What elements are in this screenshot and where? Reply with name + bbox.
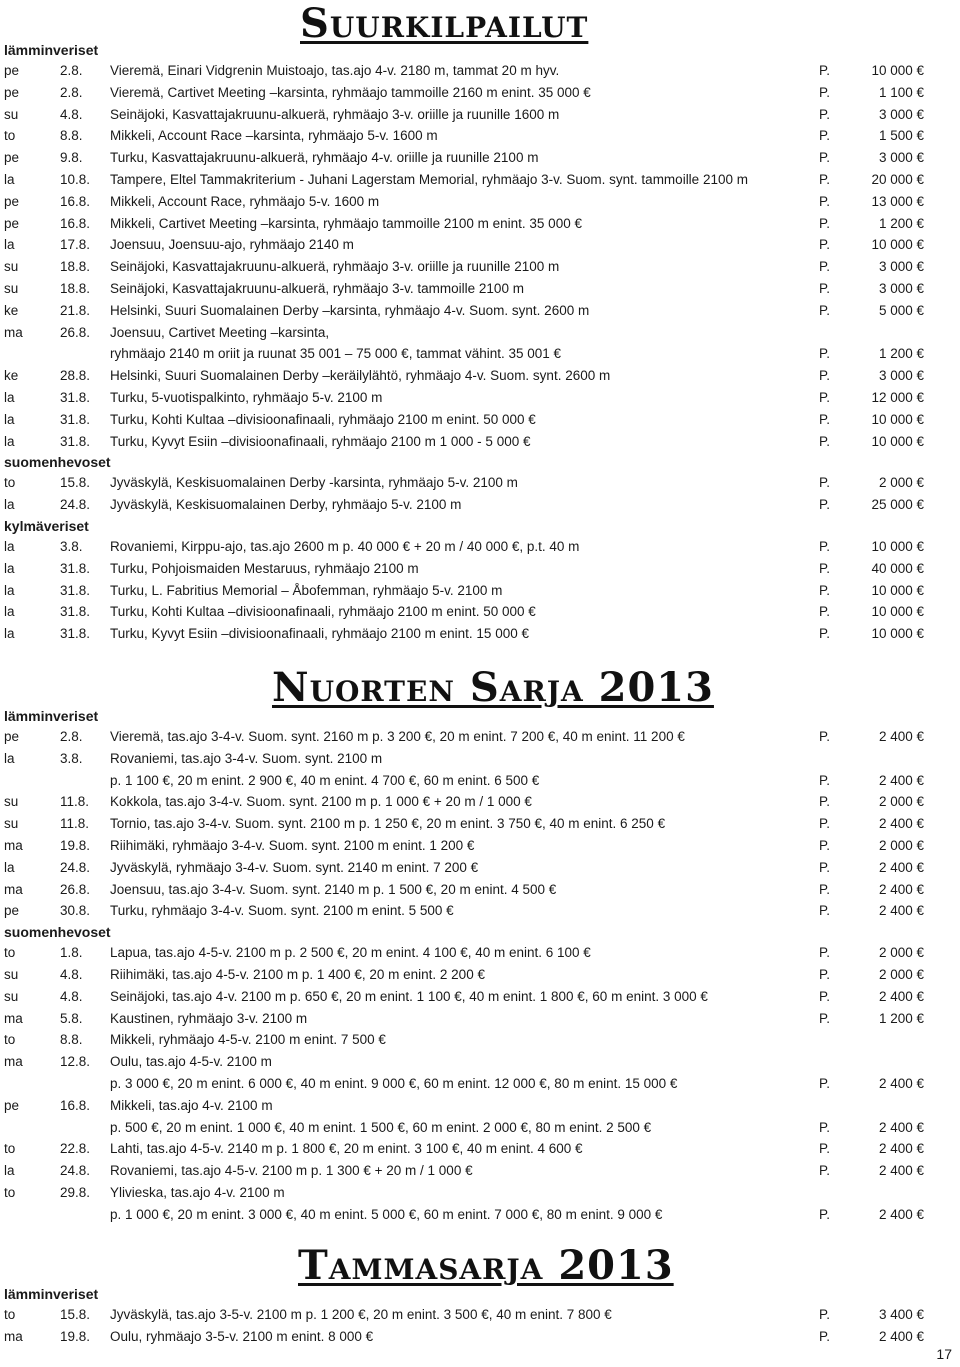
race-date: 31.8. [60,604,91,620]
race-row [4,300,924,322]
race-description: Lahti, tas.ajo 4-5-v. 2140 m p. 1 800 €, 20 m enint. 3 100 €, 40 m enint. 4 600 € [110,1141,583,1157]
race-day: ke [4,368,19,384]
prize-amount: 2 000 € [878,837,924,853]
prize-label: P. [819,859,831,875]
race-date: 15.8. [60,475,91,491]
race-description: Vieremä, Einari Vidgrenin Muistoajo, tas.ajo 4-v. 2180 m, tammat 20 m hyv. [110,63,560,78]
prize-amount: 10 000 € [871,582,924,598]
prize-label: P. [819,626,831,642]
prize-amount: 10 000 € [871,626,924,642]
race-row [4,60,924,82]
race-description: Turku, Pohjoismaiden Mestaruus, ryhmäajo 2100 m [110,560,419,576]
race-row [4,494,924,516]
race-row [4,964,924,986]
race-day: la [4,1163,15,1179]
race-description: Tornio, tas.ajo 3-4-v. Suom. synt. 2100 m p. 1 250 €, 20 m enint. 3 750 €, 40 m enint. 6 250 € [110,816,666,832]
race-row [4,879,924,901]
section-nuorten-sarja [4,706,924,1226]
race-day: la [4,560,15,576]
race-description: Rovaniemi, tas.ajo 4-5-v. 2100 m p. 1 300 € + 20 m / 1 000 € [110,1163,473,1179]
race-row [4,104,924,126]
prize-amount: 2 400 € [878,988,924,1004]
race-row [4,770,924,792]
prize-amount: 2 400 € [878,729,924,744]
prize-label: P. [819,582,831,598]
prize-label: P. [819,106,831,122]
race-row [4,1138,924,1160]
race-day: la [4,433,15,449]
race-date: 24.8. [60,497,91,513]
race-description: ryhmäajo 2140 m oriit ja ruunat 35 001 – 75 000 €, tammat vähint. 35 001 € [110,346,562,362]
race-day: su [4,816,19,832]
race-description: Oulu, ryhmäajo 3-5-v. 2100 m enint. 8 000 € [110,1328,374,1344]
category-label: suomenhevoset [4,924,111,941]
race-day: to [4,475,16,491]
prize-amount: 1 100 € [878,84,924,100]
race-row [4,1160,924,1182]
prize-amount: 10 000 € [871,63,924,78]
prize-label: P. [819,259,831,275]
race-date: 31.8. [60,582,91,598]
race-description: Seinäjoki, Kasvattajakruunu-alkuerä, ryhmäajo 3-v. tammoille 2100 m [110,280,524,296]
race-date: 10.8. [60,171,91,187]
prize-label: P. [819,497,831,513]
race-date: 4.8. [60,988,83,1004]
race-row [4,343,924,365]
race-date: 11.8. [60,794,90,810]
race-row [4,365,924,387]
race-day: pe [4,193,20,209]
section-suurkilpailut [4,40,924,645]
race-row [4,558,924,580]
category-label: lämminveriset [4,1286,99,1302]
race-description: Jyväskylä, ryhmäajo 3-4-v. Suom. synt. 2140 m enint. 7 200 € [110,859,479,875]
race-date: 31.8. [60,626,91,642]
race-row [4,1073,924,1095]
race-description: Jyväskylä, tas.ajo 3-5-v. 2100 m p. 1 200 €, 20 m enint. 3 500 €, 40 m enint. 7 800 € [110,1307,612,1322]
category-label: suomenhevoset [4,454,111,471]
race-day: su [4,966,19,982]
race-date: 16.8. [60,193,91,209]
race-date: 15.8. [60,1307,91,1322]
prize-label: P. [819,368,831,384]
race-description: Lapua, tas.ajo 4-5-v. 2100 m p. 2 500 €, 20 m enint. 4 100 €, 40 m enint. 6 100 € [110,945,591,961]
prize-label: P. [819,171,831,187]
race-description: Helsinki, Suuri Suomalainen Derby –keräilylähtö, ryhmäajo 4-v. Suom. synt. 2600 m [110,368,611,384]
race-row [4,191,924,213]
race-date: 31.8. [60,560,91,576]
race-day: la [4,237,15,253]
prize-label: P. [819,1307,831,1322]
page-number: 17 [936,1346,952,1362]
prize-label: P. [819,63,831,78]
race-row [4,322,924,344]
prize-label: P. [819,945,831,961]
race-date: 29.8. [60,1184,91,1200]
prize-amount: 3 000 € [878,259,924,275]
category-label: kylmäveriset [4,517,89,534]
race-day: pe [4,1097,20,1113]
race-day: pe [4,215,20,231]
prize-label: P. [819,1075,831,1091]
race-description: Jyväskylä, Keskisuomalainen Derby, ryhmäajo 5-v. 2100 m [110,497,462,513]
race-day: su [4,259,19,275]
race-day: to [4,1307,16,1322]
race-row [4,256,924,278]
race-row [4,601,924,623]
prize-amount: 5 000 € [878,302,924,318]
race-day: pe [4,729,20,744]
race-description: Seinäjoki, Kasvattajakruunu-alkuerä, ryhmäajo 3-v. oriille ja ruunille 1600 m [110,106,560,122]
prize-label: P. [819,881,831,897]
race-row [4,986,924,1008]
race-row [4,1008,924,1030]
race-description: Turku, 5-vuotispalkinto, ryhmäajo 5-v. 2100 m [110,389,383,405]
race-date: 31.8. [60,389,91,405]
prize-amount: 2 400 € [878,859,924,875]
race-description: Mikkeli, Account Race, ryhmäajo 5-v. 1600 m [110,193,380,209]
race-date: 8.8. [60,128,83,144]
race-date: 31.8. [60,411,91,427]
prize-label: P. [819,538,831,554]
race-date: 2.8. [60,84,83,100]
race-day: ke [4,302,19,318]
race-row [4,791,924,813]
race-description: Mikkeli, Cartivet Meeting –karsinta, ryhmäajo tammoille 2100 m enint. 35 000 € [110,215,582,231]
prize-amount: 2 400 € [878,1163,924,1179]
race-description: Joensuu, Cartivet Meeting –karsinta, [110,324,330,340]
race-day: la [4,171,15,187]
race-day: to [4,128,16,144]
race-description: Joensuu, Joensuu-ajo, ryhmäajo 2140 m [110,237,354,253]
race-day: to [4,945,16,961]
race-date: 19.8. [60,837,91,853]
race-date: 11.8. [60,816,90,832]
race-date: 30.8. [60,903,91,919]
section-title-nuorten-sarja: Nuorten Sarja 2013 [272,664,714,711]
prize-amount: 25 000 € [871,497,924,513]
race-day: to [4,1141,16,1157]
race-row [4,234,924,256]
race-row [4,1117,924,1139]
race-day: ma [4,324,23,340]
prize-label: P. [819,604,831,620]
prize-label: P. [819,794,831,810]
race-day: to [4,1184,16,1200]
prize-amount: 2 400 € [878,1119,924,1135]
race-date: 28.8. [60,368,91,384]
race-row [4,1304,924,1326]
race-day: la [4,538,15,554]
race-row [4,125,924,147]
prize-label: P. [819,150,831,166]
prize-amount: 2 400 € [878,1075,924,1091]
prize-label: P. [819,475,831,491]
prize-label: P. [819,389,831,405]
race-description: Turku, L. Fabritius Memorial – Åbofemman, ryhmäajo 5-v. 2100 m [110,582,503,598]
race-row [4,82,924,104]
prize-amount: 3 000 € [878,150,924,166]
race-description: Turku, Kohti Kultaa –divisioonafinaali, ryhmäajo 2100 m enint. 50 000 € [110,604,536,620]
prize-label: P. [819,215,831,231]
race-description: Kaustinen, ryhmäajo 3-v. 2100 m [110,1010,308,1026]
category-label: lämminveriset [4,708,99,724]
race-row [4,813,924,835]
race-day: ma [4,1010,23,1026]
race-day: su [4,280,19,296]
race-day: su [4,988,19,1004]
prize-label: P. [819,988,831,1004]
race-day: la [4,411,15,427]
race-description: Jyväskylä, Keskisuomalainen Derby -karsinta, ryhmäajo 5-v. 2100 m [110,475,518,491]
race-row [4,1095,924,1117]
race-date: 4.8. [60,106,83,122]
prize-label: P. [819,1328,831,1344]
race-description: Rovaniemi, Kirppu-ajo, tas.ajo 2600 m p. 40 000 € + 20 m / 40 000 €, p.t. 40 m [110,538,580,554]
prize-label: P. [819,193,831,209]
race-day: pe [4,84,20,100]
prize-amount: 2 400 € [878,881,924,897]
prize-amount: 3 000 € [878,368,924,384]
prize-label: P. [819,816,831,832]
prize-amount: 10 000 € [871,237,924,253]
race-day: su [4,794,19,810]
race-date: 21.8. [60,302,91,318]
race-day: pe [4,150,20,166]
race-row [4,1326,924,1348]
prize-amount: 1 200 € [878,215,924,231]
race-date: 3.8. [60,750,83,766]
race-date: 18.8. [60,280,91,296]
race-day: su [4,106,19,122]
race-description: Turku, Kyvyt Esiin –divisioonafinaali, ryhmäajo 2100 m enint. 15 000 € [110,626,529,642]
prize-label: P. [819,1119,831,1135]
prize-label: P. [819,772,831,788]
race-date: 16.8. [60,1097,91,1113]
race-row [4,748,924,770]
race-row [4,213,924,235]
prize-label: P. [819,1141,831,1157]
prize-amount: 10 000 € [871,538,924,554]
race-row [4,726,924,748]
prize-amount: 2 000 € [878,794,924,810]
prize-amount: 10 000 € [871,604,924,620]
race-date: 2.8. [60,63,83,78]
race-row [4,278,924,300]
prize-label: P. [819,411,831,427]
prize-label: P. [819,346,831,362]
race-row [4,1182,924,1204]
race-row [4,1051,924,1073]
race-row [4,857,924,879]
race-description: Tampere, Eltel Tammakriterium - Juhani Lagerstam Memorial, ryhmäajo 3-v. Suom. synt. tammoille 2100 m [110,171,748,187]
race-row [4,472,924,494]
race-date: 8.8. [60,1032,83,1048]
section-title-suurkilpailut: Suurkilpailut [300,0,589,47]
prize-amount: 2 000 € [878,475,924,491]
prize-label: P. [819,1010,831,1026]
race-row [4,536,924,558]
race-description: Oulu, tas.ajo 4-5-v. 2100 m [110,1054,272,1070]
race-date: 24.8. [60,859,91,875]
race-date: 5.8. [60,1010,83,1026]
race-date: 26.8. [60,881,91,897]
race-description: Turku, Kasvattajakruunu-alkuerä, ryhmäajo 4-v. oriille ja ruunille 2100 m [110,150,539,166]
race-day: la [4,604,15,620]
race-row [4,835,924,857]
race-row [4,1204,924,1226]
race-description: Turku, Kohti Kultaa –divisioonafinaali, ryhmäajo 2100 m enint. 50 000 € [110,411,536,427]
race-description: Kokkola, tas.ajo 3-4-v. Suom. synt. 2100 m p. 1 000 € + 20 m / 1 000 € [110,794,532,810]
race-date: 31.8. [60,433,91,449]
race-date: 16.8. [60,215,91,231]
race-date: 12.8. [60,1054,91,1070]
prize-label: P. [819,966,831,982]
race-row [4,409,924,431]
race-description: Seinäjoki, tas.ajo 4-v. 2100 m p. 650 €, 20 m enint. 1 100 €, 40 m enint. 1 800 €, 60 m enint. 3 000 € [110,988,708,1004]
race-description: Rovaniemi, tas.ajo 3-4-v. Suom. synt. 2100 m [110,750,383,766]
category-label: lämminveriset [4,42,99,58]
race-row [4,431,924,453]
race-description: Mikkeli, Account Race –karsinta, ryhmäajo 5-v. 1600 m [110,128,438,144]
prize-label: P. [819,560,831,576]
prize-label: P. [819,837,831,853]
prize-amount: 12 000 € [871,389,924,405]
prize-label: P. [819,128,831,144]
prize-amount: 2 000 € [878,966,924,982]
race-day: la [4,626,15,642]
prize-label: P. [819,1163,831,1179]
race-description: Riihimäki, ryhmäajo 3-4-v. Suom. synt. 2100 m enint. 1 200 € [110,837,475,853]
prize-label: P. [819,903,831,919]
prize-amount: 13 000 € [871,193,924,209]
race-description: Helsinki, Suuri Suomalainen Derby –karsinta, ryhmäajo 4-v. Suom. synt. 2600 m [110,302,590,318]
prize-amount: 2 400 € [878,1328,924,1344]
prize-amount: 3 000 € [878,280,924,296]
race-day: ma [4,881,23,897]
prize-amount: 2 400 € [878,772,924,788]
race-row [4,942,924,964]
prize-label: P. [819,433,831,449]
race-day: la [4,582,15,598]
prize-amount: 40 000 € [871,560,924,576]
prize-amount: 1 200 € [878,346,924,362]
race-date: 26.8. [60,324,91,340]
race-row [4,900,924,922]
prize-amount: 20 000 € [871,171,924,187]
prize-amount: 3 000 € [878,106,924,122]
race-row [4,580,924,602]
prize-label: P. [819,1206,831,1222]
race-date: 4.8. [60,966,83,982]
prize-label: P. [819,84,831,100]
race-description: Joensuu, tas.ajo 3-4-v. Suom. synt. 2140 m p. 1 500 €, 20 m enint. 4 500 € [110,881,557,897]
race-date: 18.8. [60,259,91,275]
race-description: Riihimäki, tas.ajo 4-5-v. 2100 m p. 1 400 €, 20 m enint. 2 200 € [110,966,485,982]
race-date: 24.8. [60,1163,91,1179]
prize-label: P. [819,729,831,744]
prize-amount: 2 400 € [878,903,924,919]
race-row [4,1029,924,1051]
prize-label: P. [819,280,831,296]
prize-amount: 2 400 € [878,1141,924,1157]
race-description: Vieremä, tas.ajo 3-4-v. Suom. synt. 2160 m p. 3 200 €, 20 m enint. 7 200 €, 40 m enint. 11 200 € [110,729,685,744]
race-description: Ylivieska, tas.ajo 4-v. 2100 m [110,1184,285,1200]
race-description: Mikkeli, tas.ajo 4-v. 2100 m [110,1097,273,1113]
race-day: to [4,1032,16,1048]
race-row [4,147,924,169]
race-day: ma [4,1328,23,1344]
race-description: p. 1 000 €, 20 m enint. 3 000 €, 40 m enint. 5 000 €, 60 m enint. 7 000 €, 80 m enint. 9 000 € [110,1206,663,1222]
race-day: ma [4,837,23,853]
race-row [4,169,924,191]
section-title-tammasarja: Tammasarja 2013 [298,1242,674,1289]
race-description: Vieremä, Cartivet Meeting –karsinta, ryhmäajo tammoille 2160 m enint. 35 000 € [110,84,591,100]
prize-amount: 1 500 € [878,128,924,144]
race-day: pe [4,63,20,78]
race-date: 19.8. [60,1328,91,1344]
prize-amount: 10 000 € [871,411,924,427]
race-row [4,387,924,409]
prize-amount: 3 400 € [878,1307,924,1322]
prize-amount: 2 400 € [878,1206,924,1222]
race-description: Turku, ryhmäajo 3-4-v. Suom. synt. 2100 m enint. 5 500 € [110,903,454,919]
prize-amount: 2 000 € [878,945,924,961]
race-date: 22.8. [60,1141,91,1157]
race-description: p. 500 €, 20 m enint. 1 000 €, 40 m enint. 1 500 €, 60 m enint. 2 000 €, 80 m enint. 2 500 € [110,1119,652,1135]
race-date: 9.8. [60,150,83,166]
race-date: 2.8. [60,729,83,744]
prize-amount: 10 000 € [871,433,924,449]
prize-label: P. [819,237,831,253]
prize-label: P. [819,302,831,318]
section-tammasarja [4,1284,924,1348]
race-description: p. 3 000 €, 20 m enint. 6 000 €, 40 m enint. 9 000 €, 60 m enint. 12 000 €, 80 m enint. 15 000 € [110,1075,678,1091]
race-description: p. 1 100 €, 20 m enint. 2 900 €, 40 m enint. 4 700 €, 60 m enint. 6 500 € [110,772,540,788]
race-row [4,623,924,645]
race-date: 3.8. [60,538,83,554]
race-day: ma [4,1054,23,1070]
race-date: 17.8. [60,237,91,253]
race-day: la [4,389,15,405]
race-description: Turku, Kyvyt Esiin –divisioonafinaali, ryhmäajo 2100 m 1 000 - 5 000 € [110,433,531,449]
race-description: Seinäjoki, Kasvattajakruunu-alkuerä, ryhmäajo 3-v. oriille ja ruunille 2100 m [110,259,560,275]
race-day: la [4,497,15,513]
prize-amount: 1 200 € [878,1010,924,1026]
race-day: pe [4,903,20,919]
race-day: la [4,859,15,875]
race-description: Mikkeli, ryhmäajo 4-5-v. 2100 m enint. 7 500 € [110,1032,386,1048]
prize-amount: 2 400 € [878,816,924,832]
race-day: la [4,750,15,766]
race-date: 1.8. [60,945,83,961]
